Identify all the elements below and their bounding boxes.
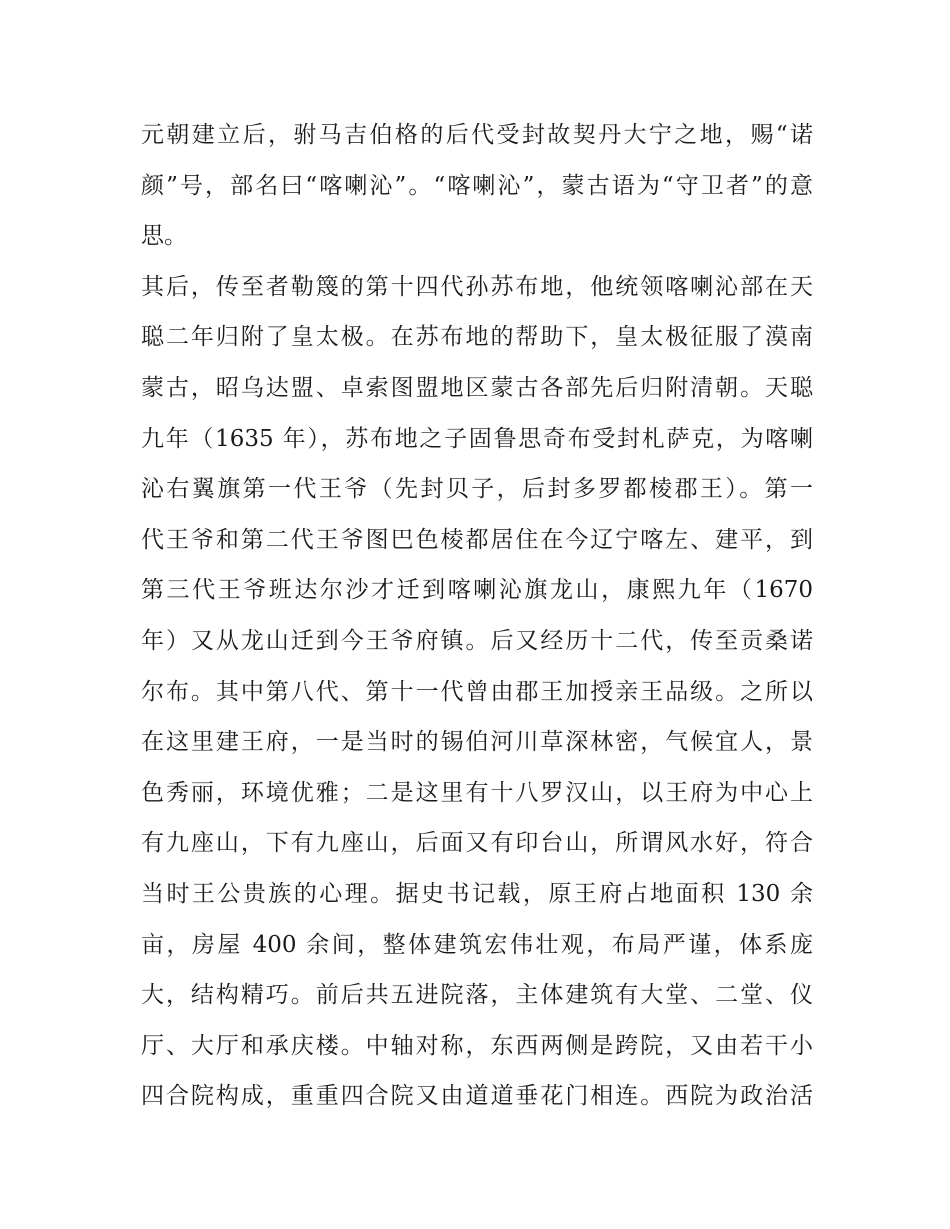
- text-line: 在这里建王府，一是当时的锡伯河川草深林密，气候宜人，景: [141, 729, 813, 756]
- document-body: [141, 110, 813, 1122]
- text-line: 色秀丽，环境优雅；二是这里有十八罗汉山，以王府为中心上: [141, 779, 813, 806]
- text-line: 亩，房屋 400 余间，整体建筑宏伟壮观，布局严谨，体系庞: [141, 931, 813, 958]
- paragraph-1: [141, 110, 813, 262]
- text-line: 沁右翼旗第一代王爷（先封贝子，后封多罗都棱郡王）。第一: [141, 476, 813, 503]
- text-line: 元朝建立后，驸马吉伯格的后代受封故契丹大宁之地，赐“诺: [141, 122, 813, 148]
- text-line: 四合院构成，重重四合院又由道道垂花门相连。西院为政治活: [141, 1083, 813, 1110]
- text-line: 思。: [141, 223, 187, 250]
- text-line: 颜”号，部名曰“喀喇沁”。“喀喇沁”，蒙古语为“守卫者”的意: [141, 172, 813, 199]
- text-line: 九年（1635 年），苏布地之子固鲁思奇布受封札萨克，为喀喇: [141, 425, 813, 452]
- text-line: 代王爷和第二代王爷图巴色棱都居住在今辽宁喀左、建平，到: [141, 526, 813, 553]
- text-line: 聪二年归附了皇太极。在苏布地的帮助下，皇太极征服了漠南: [141, 324, 813, 351]
- text-line: 年）又从龙山迁到今王爷府镇。后又经历十二代，传至贡桑诺: [141, 627, 813, 654]
- text-line: 厅、大厅和承庆楼。中轴对称，东西两侧是跨院，又由若干小: [141, 1032, 813, 1059]
- text-line: 尔布。其中第八代、第十一代曾由郡王加授亲王品级。之所以: [141, 678, 813, 705]
- text-line: 有九座山，下有九座山，后面又有印台山，所谓风水好，符合: [141, 830, 813, 857]
- text-line: 第三代王爷班达尔沙才迁到喀喇沁旗龙山，康熙九年（1670: [141, 577, 813, 604]
- paragraph-2: [141, 262, 813, 1122]
- text-line: 当时王公贵族的心理。据史书记载，原王府占地面积 130 余: [141, 880, 813, 907]
- text-line: 其后，传至者勒篾的第十四代孙苏布地，他统领喀喇沁部在天: [141, 273, 813, 300]
- text-line: 蒙古，昭乌达盟、卓索图盟地区蒙古各部先后归附清朝。天聪: [141, 374, 813, 401]
- text-line: 大，结构精巧。前后共五进院落，主体建筑有大堂、二堂、仪: [141, 982, 813, 1009]
